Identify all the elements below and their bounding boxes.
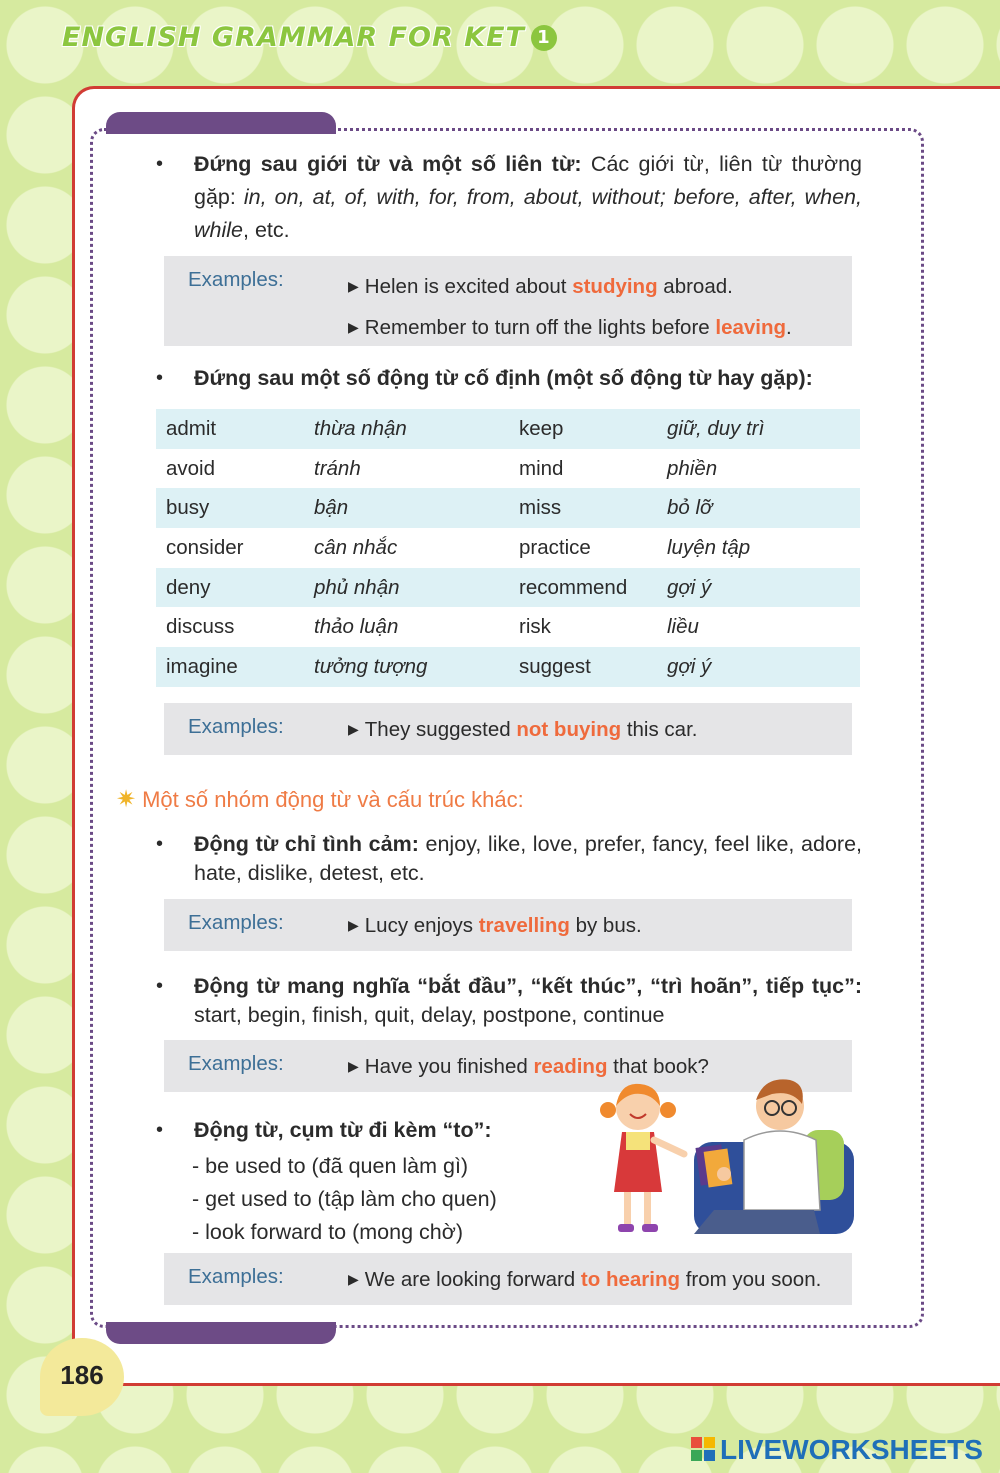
example-text: Lucy enjoys [364, 914, 479, 937]
verb-cell: avoid [166, 456, 216, 480]
bullet-tail: , etc. [243, 218, 290, 242]
example-text: from you soon. [680, 1268, 822, 1291]
verb-cell: risk [519, 615, 551, 639]
meaning-cell: giữ, duy trì [657, 409, 860, 449]
bullet-emotion-verbs [156, 830, 862, 888]
bullet-heading: Động từ, cụm từ đi kèm “to”: [194, 1118, 492, 1142]
reading-illustration [594, 1070, 856, 1240]
bullet-body: Các giới từ, liên từ thường gặp: [194, 152, 862, 209]
example-line [348, 909, 852, 942]
meaning-cell: gợi ý [657, 568, 860, 608]
arrow-right-icon: ▶ [348, 721, 359, 737]
meaning-cell: gợi ý [657, 647, 860, 687]
bullet-dot: • [156, 153, 164, 175]
meaning-cell: cân nhắc [314, 535, 398, 559]
example-text: We are looking forward [364, 1268, 581, 1291]
girl-arm [654, 1140, 684, 1154]
meaning-cell: tránh [314, 456, 361, 480]
man-trousers [694, 1210, 820, 1234]
examples-label: Examples: [188, 1052, 284, 1075]
examples-box-2 [164, 703, 852, 755]
examples-box-1 [164, 256, 852, 346]
examples-label: Examples: [188, 1265, 284, 1288]
table-row [156, 647, 860, 687]
section-heading [116, 785, 524, 814]
verb-table [156, 409, 860, 687]
bullet-start-finish-verbs [156, 972, 862, 1030]
bullet-body: start, begin, finish, quit, delay, postpone, continue [194, 1003, 665, 1027]
example-highlight: reading [533, 1055, 608, 1078]
verb-cell: discuss [166, 615, 235, 639]
arrow-right-icon: ▶ [348, 278, 359, 294]
girl-shoe-right [642, 1224, 658, 1232]
arrow-right-icon: ▶ [348, 319, 359, 335]
bullet-heading: Động từ chỉ tình cảm: [194, 832, 419, 856]
verb-cell: consider [166, 535, 244, 559]
bullet-dot: • [156, 367, 164, 389]
bullet-heading: Động từ mang nghĩa “bắt đầu”, “kết thúc”, “trì hoãn”, tiếp tục”: [194, 974, 862, 998]
example-line [348, 713, 852, 746]
list-item: - be used to (đã quen làm gì) [192, 1154, 469, 1178]
man-hand [717, 1167, 731, 1181]
example-line [348, 307, 852, 348]
verb-cell: deny [156, 568, 304, 608]
meaning-cell: thảo luận [314, 615, 399, 639]
example-highlight: travelling [478, 914, 570, 937]
table-row [156, 488, 860, 528]
bullet-text [194, 972, 862, 1030]
girl-shirt [626, 1132, 650, 1150]
example-text: Have you finished [364, 1055, 534, 1078]
examples-label: Examples: [188, 268, 284, 291]
bullet-to-phrases [156, 1114, 576, 1147]
brand-logo [690, 1434, 983, 1466]
bullet-text [194, 148, 862, 247]
bottom-tab-decoration [106, 1322, 336, 1344]
list-item: - look forward to (mong chờ) [192, 1220, 463, 1244]
example-text: by bus. [569, 914, 642, 937]
table-row [156, 528, 860, 568]
example-line [348, 1263, 852, 1296]
bullet-fixed-verbs [156, 362, 862, 395]
meaning-cell: bận [304, 488, 509, 528]
examples-box-5 [164, 1253, 852, 1305]
to-phrase-list [192, 1150, 497, 1249]
bullet-body: enjoy, like, love, prefer, fancy, feel like, adore, hate, dislike, detest, etc. [194, 832, 862, 885]
verb-cell: miss [509, 488, 657, 528]
example-text: this car. [621, 718, 698, 741]
meaning-cell: phủ nhận [304, 568, 509, 608]
girl-leg-right [644, 1192, 651, 1226]
arrow-right-icon: ▶ [348, 1271, 359, 1287]
meaning-cell: bỏ lỡ [657, 488, 860, 528]
example-highlight: to hearing [580, 1268, 680, 1291]
table-row [156, 449, 860, 489]
examples-label: Examples: [188, 911, 284, 934]
page-number: 186 [40, 1338, 124, 1416]
example-highlight: not buying [516, 718, 622, 741]
girl-leg-left [624, 1192, 631, 1226]
meaning-cell: thừa nhận [304, 409, 509, 449]
girl-pigtail-right [660, 1102, 676, 1118]
meaning-cell: tưởng tượng [304, 647, 509, 687]
meaning-cell: luyện tập [667, 535, 751, 559]
brand-icon [690, 1436, 716, 1462]
top-tab-decoration [106, 112, 336, 134]
girl-pigtail-left [600, 1102, 616, 1118]
verb-cell: busy [156, 488, 304, 528]
list-item: - get used to (tập làm cho quen) [192, 1187, 497, 1211]
verb-cell: keep [509, 409, 657, 449]
star-icon: ✷ [116, 786, 137, 813]
example-text: Helen is excited about [364, 275, 573, 298]
book-title [62, 22, 557, 53]
bullet-prepositions [156, 148, 862, 247]
bullet-heading: Đứng sau giới từ và một số liên từ: [194, 152, 582, 176]
man-shirt [744, 1131, 820, 1210]
table-row [156, 568, 860, 608]
example-text: Remember to turn off the lights before [364, 316, 716, 339]
verb-cell: admit [156, 409, 304, 449]
meaning-cell: phiền [667, 456, 718, 480]
example-line [348, 266, 852, 307]
table-row [156, 607, 860, 647]
bullet-dot: • [156, 1119, 164, 1141]
section-heading-text: Một số nhóm động từ và cấu trúc khác: [142, 787, 524, 812]
verb-cell: mind [519, 456, 564, 480]
arrow-right-icon: ▶ [348, 1058, 359, 1074]
bullet-italic-list: in, on, at, of, with, for, from, about, without; before, after, when, while [194, 185, 862, 242]
bullet-text [194, 830, 862, 888]
table-row [156, 409, 860, 449]
example-text: They suggested [364, 718, 517, 741]
book-pages [704, 1149, 733, 1188]
brand-text: LIVEWORKSHEETS [720, 1434, 983, 1465]
girl-shoe-left [618, 1224, 634, 1232]
bullet-dot: • [156, 833, 164, 855]
example-highlight: studying [572, 275, 658, 298]
book-number-badge: 1 [531, 25, 557, 51]
verb-cell: suggest [509, 647, 657, 687]
examples-box-3 [164, 899, 852, 951]
verb-cell: imagine [156, 647, 304, 687]
examples-label: Examples: [188, 715, 284, 738]
example-text: . [786, 316, 792, 339]
example-text: that book? [607, 1055, 709, 1078]
example-highlight: leaving [715, 316, 787, 339]
book-title-text: ENGLISH GRAMMAR FOR KET [62, 22, 525, 53]
meaning-cell: liều [667, 615, 699, 639]
arrow-right-icon: ▶ [348, 917, 359, 933]
bullet-heading: Đứng sau một số động từ cố định (một số động từ hay gặp): [194, 366, 813, 390]
verb-cell: practice [519, 535, 591, 559]
bullet-dot: • [156, 975, 164, 997]
example-text: abroad. [657, 275, 733, 298]
verb-cell: recommend [509, 568, 657, 608]
